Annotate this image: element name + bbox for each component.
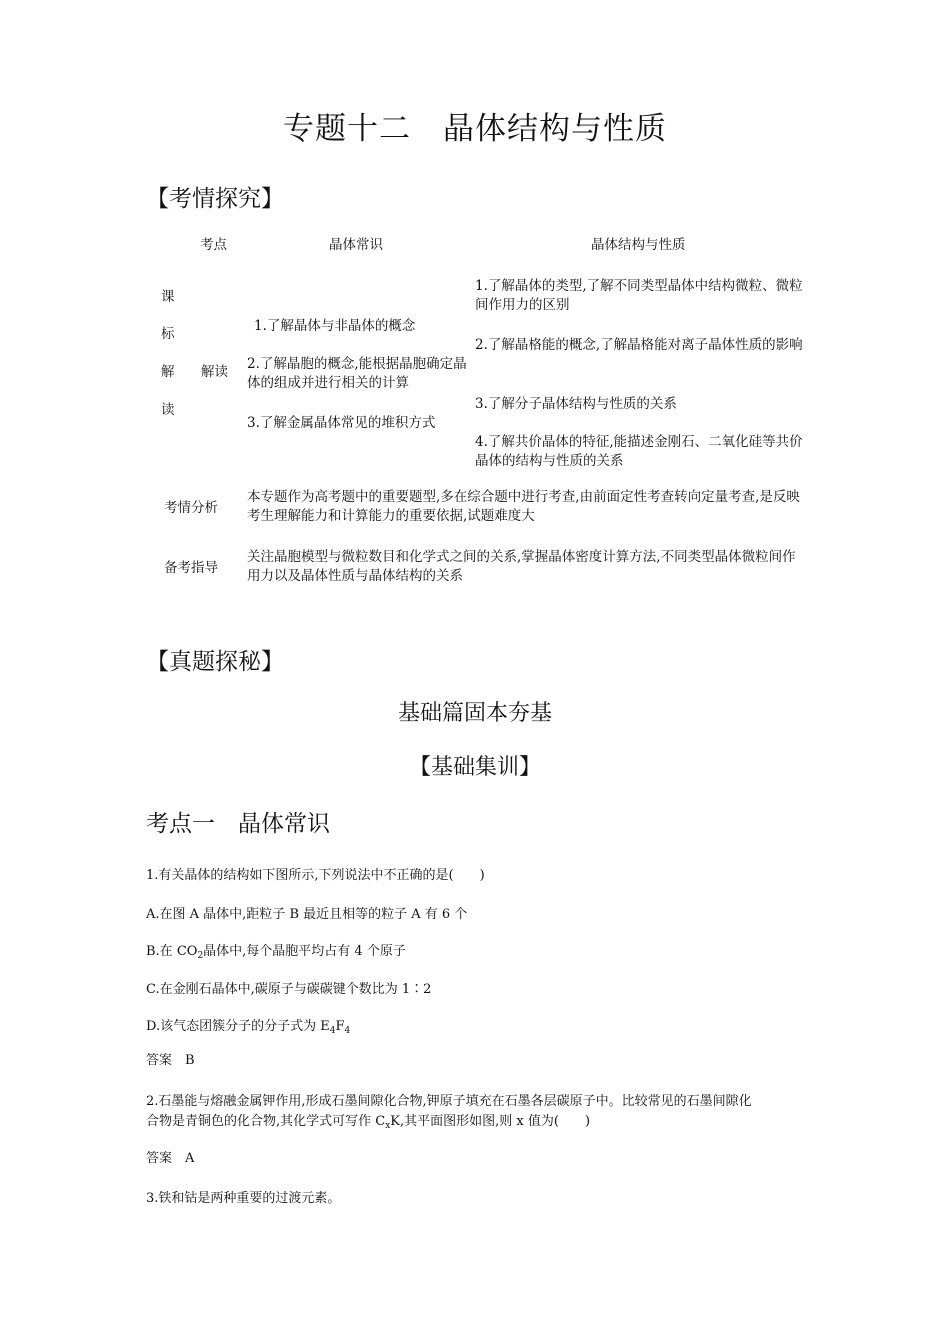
col1-item: 1.了解晶体与非晶体的概念 (254, 318, 416, 334)
q1-option-a: A.在图 A 晶体中,距粒子 B 最近且相等的粒子 A 有 6 个 (146, 907, 468, 922)
guide-text: 关注晶胞模型与微粒数目和化学式之间的关系,掌握晶体密度计算方法,不同类型晶体微粒间作用力以及晶体性质与晶体结构的关系 (247, 549, 796, 584)
section-heading-kaoqing: 【考情探究】 (146, 186, 284, 212)
row-label-char: 读 (161, 402, 175, 418)
col2-item: 1.了解晶体的类型,了解不同类型晶体中结构微粒、微粒间作用力的区别 (475, 278, 803, 313)
col1-item: 3.了解金属晶体常见的堆积方式 (247, 415, 436, 431)
q2-answer: 答案 A (146, 1151, 195, 1166)
table-head-col1: 晶体常识 (329, 237, 383, 253)
table-head-col2: 晶体结构与性质 (591, 237, 686, 253)
q2-stem-line2: 合物是青铜色的化合物,其化学式可写作 $C_xK$,其平面图形如图,则 x 值为( ) (146, 1114, 591, 1131)
q1-option-b: B.在 $CO_2$晶体中,每个晶胞平均占有 4 个原子 (146, 944, 406, 961)
col2-item: 4.了解共价晶体的特征,能描述金刚石、二氧化硅等共价晶体的结构与性质的关系 (475, 434, 803, 469)
q3-stem: 3.铁和钴是两种重要的过渡元素。 (146, 1191, 341, 1206)
q2-stem-line1: 2.石墨能与熔融金属钾作用,形成石墨间隙化合物,钾原子填充在石墨各层碳原子中。比较常见的石墨间隙化 (146, 1094, 752, 1109)
col2-item: 2.了解晶格能的概念,了解晶格能对离子晶体性质的影响 (475, 337, 803, 353)
row-label-char: 解 (161, 364, 175, 380)
q1-stem: 1.有关晶体的结构如下图所示,下列说法中不正确的是( ) (146, 868, 485, 883)
jichu-jixun: 【基础集训】 (408, 755, 541, 780)
page-title: 专题十二 晶体结构与性质 (283, 111, 667, 147)
q1-answer: 答案 B (146, 1053, 195, 1068)
guide-label: 备考指导 (164, 560, 218, 576)
section-heading-zhenti: 【真题探秘】 (146, 649, 284, 675)
q1-option-c: C.在金刚石晶体中,碳原子与碳碳键个数比为 1∶2 (146, 982, 432, 997)
q1-option-d: D.该气态团簇分子的分子式为 $E_4F_4$ (146, 1019, 351, 1036)
table-head-kaodian: 考点 (200, 237, 227, 253)
col1-item: 2.了解晶胞的概念,能根据晶胞确定晶体的组成并进行相关的计算 (247, 356, 467, 391)
row-label-char: 标 (161, 326, 175, 342)
jichu-title: 基础篇固本夯基 (397, 701, 552, 726)
analysis-label: 考情分析 (164, 500, 218, 516)
row-label-char: 课 (161, 289, 175, 305)
kaodian-heading: 考点一 晶体常识 (146, 811, 330, 837)
col2-item: 3.了解分子晶体结构与性质的关系 (475, 396, 677, 412)
row-label-jiedu: 解读 (201, 364, 228, 380)
analysis-text: 本专题作为高考题中的重要题型,多在综合题中进行考查,由前面定性考查转向定量考查,是反映考生理解能力和计算能力的重要依据,试题难度大 (247, 489, 800, 524)
